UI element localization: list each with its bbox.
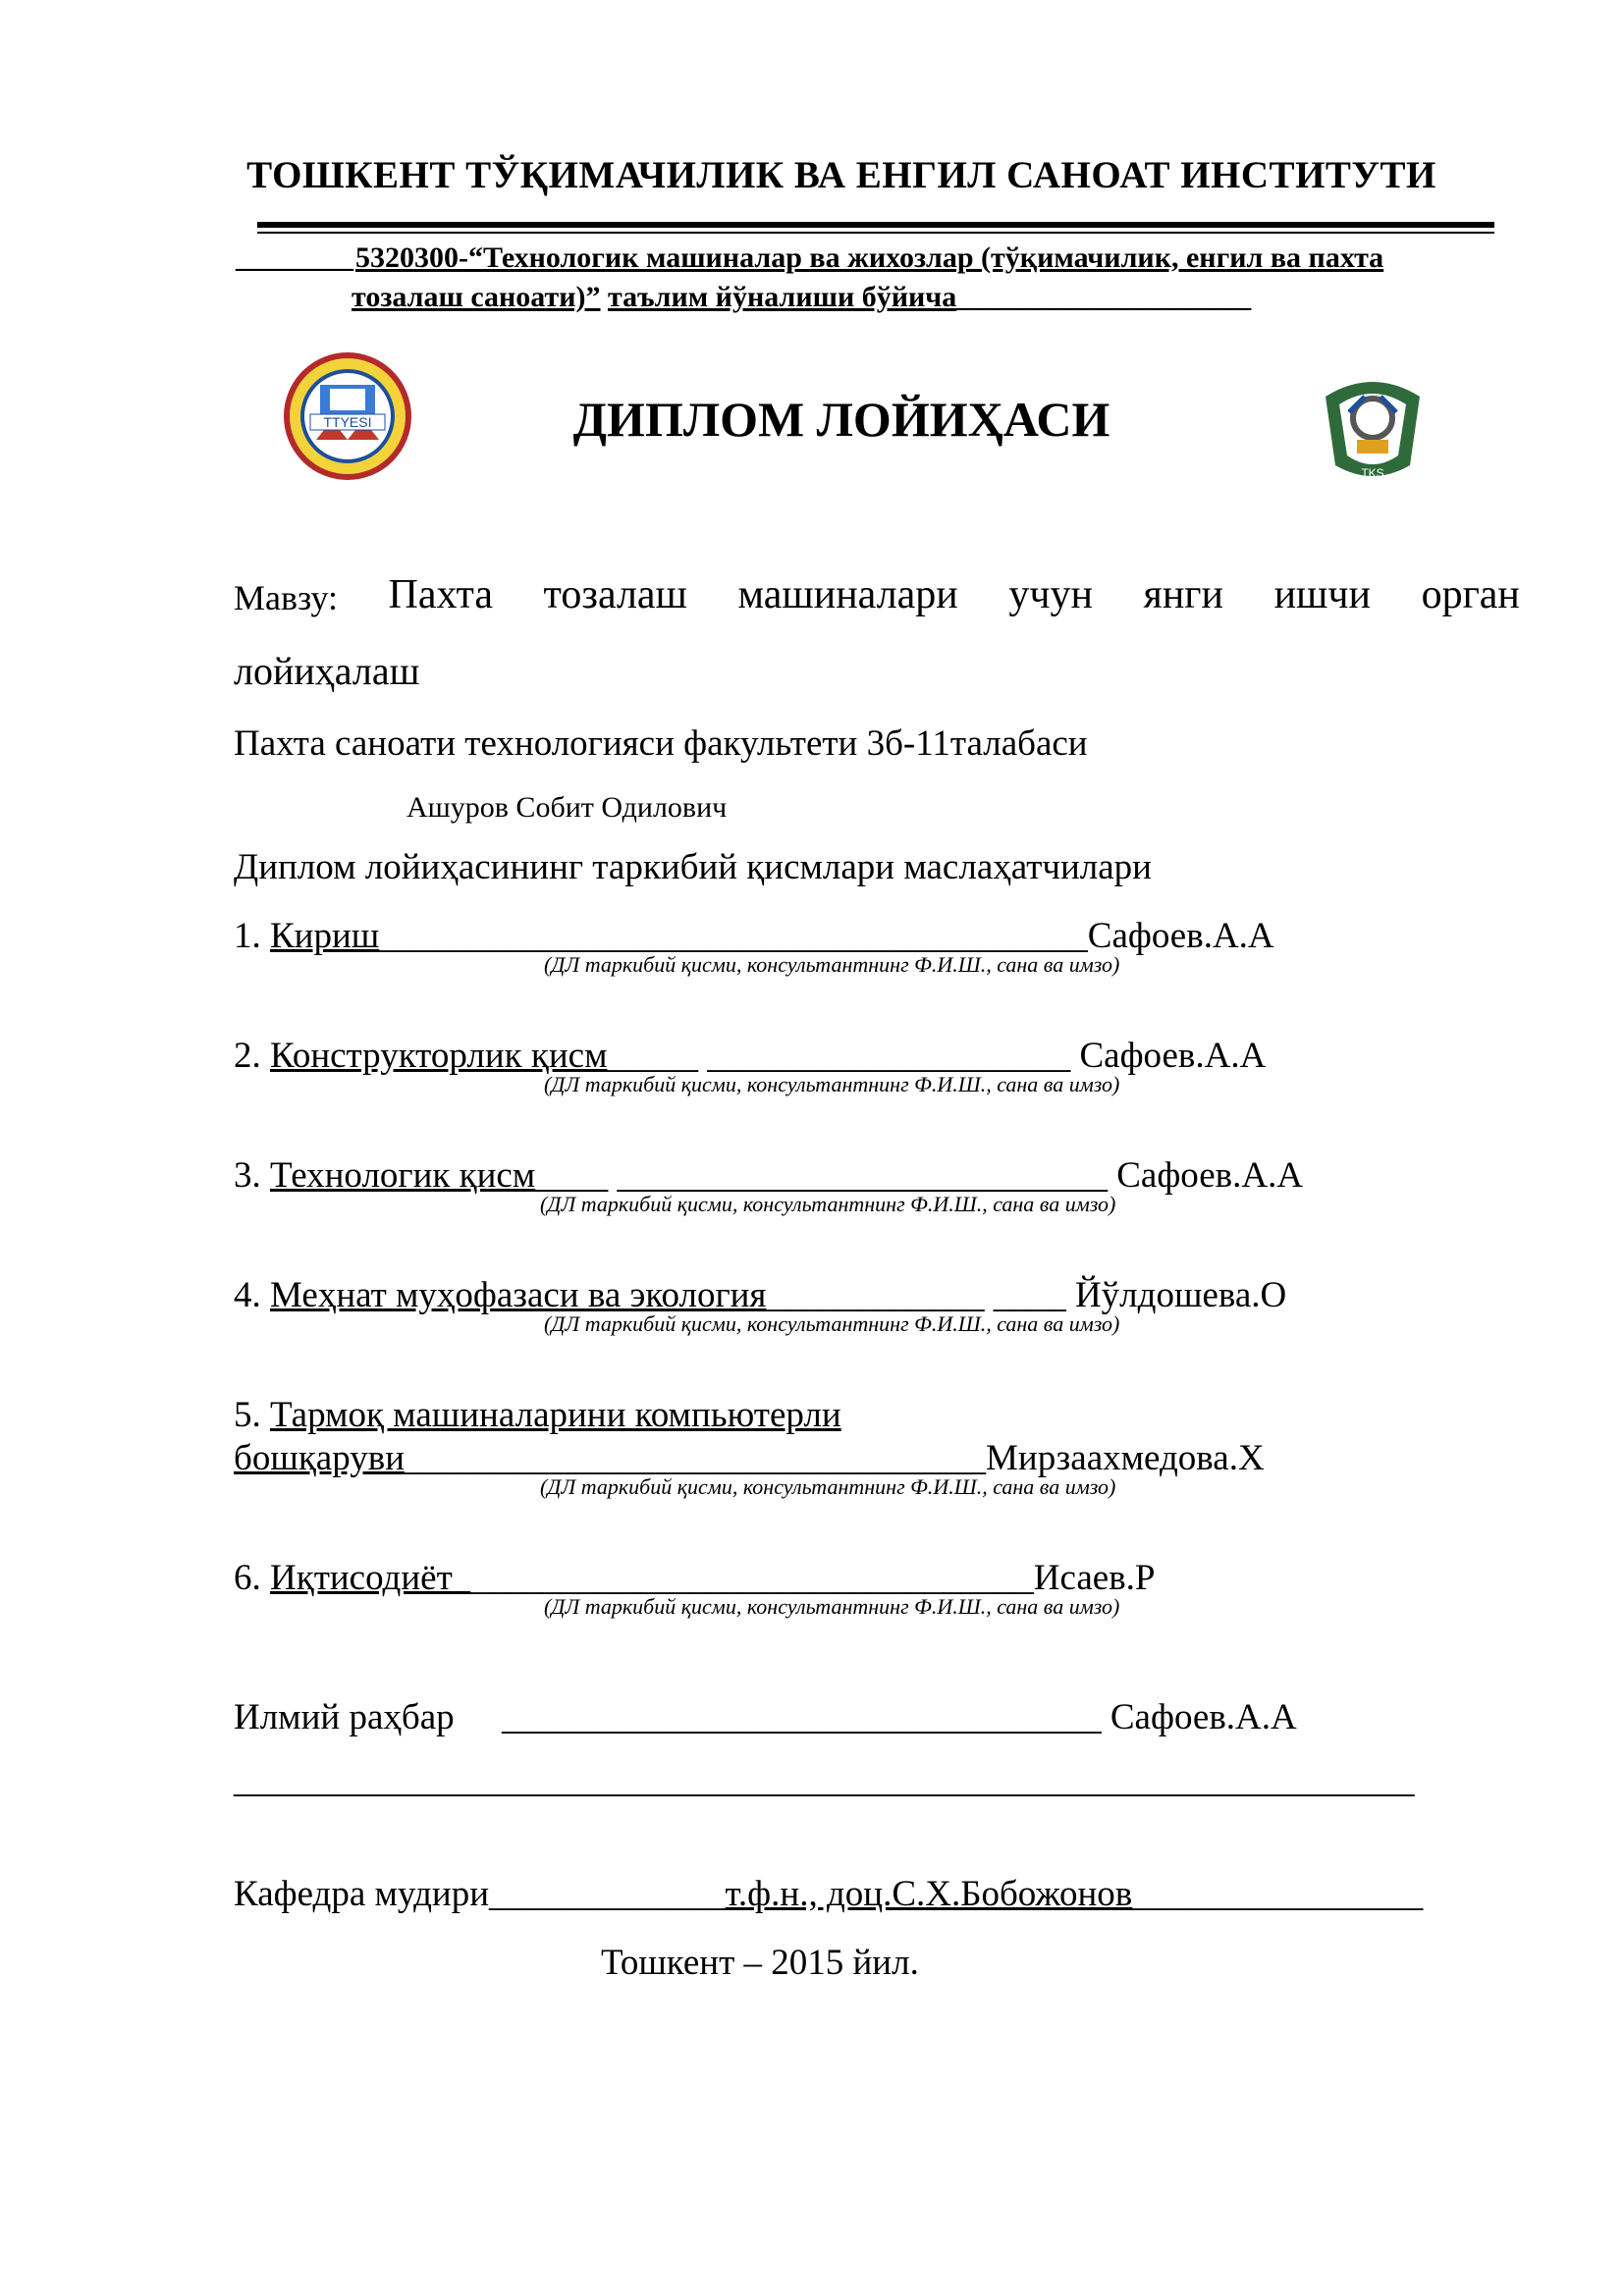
consultant-name: Мирзаахмедова.Х	[986, 1438, 1265, 1478]
double-rule-thin	[257, 232, 1494, 234]
section-title: Меҳнат муҳофазаси ва экология	[270, 1275, 767, 1315]
section-hint: (ДЛ таркибий қисми, консультантнинг Ф.И.Ш., сана ва имзо)	[544, 1311, 1120, 1336]
section-title: Конструкторлик қисм	[270, 1036, 608, 1076]
topic-word: Пахта	[388, 572, 493, 617]
signature-line: ________________	[1132, 1874, 1424, 1914]
section-hint: (ДЛ таркибий қисми, консультантнинг Ф.И.Ш., сана ва имзо)	[544, 952, 1120, 977]
section-row	[234, 1394, 841, 1436]
specialty-line-2	[352, 279, 1251, 316]
section-number: 5.	[234, 1395, 261, 1435]
section-row	[234, 1035, 1266, 1077]
section-number: 2.	[234, 1036, 261, 1076]
section-number: 6.	[234, 1558, 261, 1598]
topic-word: янги	[1143, 572, 1224, 617]
specialty-prefix: ________	[236, 241, 353, 274]
section-hint: (ДЛ таркибий қисми, консультантнинг Ф.И.Ш., сана ва имзо)	[540, 1192, 1116, 1216]
section-row	[234, 1557, 1156, 1599]
section-title: Тармоқ машиналарини компьютерли	[270, 1395, 841, 1435]
supervisor-name: Сафоев.А.А	[1110, 1697, 1297, 1737]
city-year: Тошкент – 2015 йил.	[601, 1943, 919, 1983]
long-rule: _________________________________________________________________	[234, 1760, 1415, 1800]
emblem-logo-right	[1306, 357, 1439, 491]
section-row-continued	[234, 1437, 1265, 1479]
section-title: бошқаруви	[234, 1438, 405, 1478]
head-of-department-row	[234, 1873, 1423, 1915]
consultants-heading: Диплом лойиҳасининг таркибий қисмлари маслаҳатчилари	[234, 847, 1152, 887]
topic-word: ишчи	[1273, 572, 1371, 617]
topic-line-2: лойиҳалаш	[234, 649, 420, 693]
signature-line: ________________________________	[405, 1438, 986, 1478]
specialty-text-2a: тозалаш саноати)”	[352, 281, 601, 313]
institute-title: ТОШКЕНТ ТЎҚИМАЧИЛИК ВА ЕНГИЛ САНОАТ ИНСТИТУТИ	[246, 154, 1436, 196]
topic-word: учун	[1008, 572, 1093, 617]
consultant-name: Сафоев.А.А	[1079, 1036, 1267, 1076]
topic-word: тозалаш	[543, 572, 687, 617]
signature-line: _______________________________________	[379, 916, 1088, 956]
section-hint: (ДЛ таркибий қисми, консультантнинг Ф.И.Ш., сана ва имзо)	[544, 1594, 1120, 1619]
document-title: ДИПЛОМ ЛОЙИҲАСИ	[572, 392, 1110, 447]
signature-line: _______________________________	[470, 1558, 1034, 1598]
specialty-text-2b: таълим йўналиши бўйича	[608, 281, 957, 313]
section-row	[234, 915, 1274, 957]
section-hint: (ДЛ таркибий қисми, консультантнинг Ф.И.Ш., сана ва имзо)	[544, 1072, 1120, 1096]
topic-word: орган	[1421, 572, 1520, 617]
supervisor-row	[234, 1696, 1297, 1738]
consultant-name: Сафоев.А.А	[1087, 916, 1274, 956]
specialty-text-1: 5320300-“Технологик машиналар ва жихозлар (тўқимачилик, енгил ва пахта	[355, 241, 1384, 274]
specialty-fill: ____________________	[956, 281, 1252, 313]
section-number: 1.	[234, 916, 261, 956]
supervisor-label: Илмий раҳбар	[234, 1697, 455, 1737]
student-name: Ашуров Собит Одилович	[406, 791, 728, 824]
section-title: Технологик қисм	[270, 1155, 536, 1196]
consultant-name: Йўлдошева.О	[1074, 1275, 1287, 1315]
head-name: т.ф.н., доц.С.Х.Бобожонов	[725, 1874, 1133, 1914]
right-logo-text: TKS	[1361, 466, 1384, 480]
signature-line: _________________________________	[502, 1697, 1102, 1737]
section-number: 4.	[234, 1275, 261, 1315]
consultant-name: Сафоев.А.А	[1116, 1155, 1304, 1196]
topic-label: Мавзу:	[234, 578, 338, 617]
signature-line: ____ ___________________________	[535, 1155, 1108, 1196]
topic-word: машиналари	[737, 572, 958, 617]
specialty-line-1	[236, 240, 1383, 277]
double-rule-thick	[257, 222, 1494, 228]
signature-line: ____________ ____	[766, 1275, 1066, 1315]
signature-line: _____ ____________________	[607, 1036, 1071, 1076]
consultant-name: Исаев.Р	[1033, 1558, 1156, 1598]
faculty-line: Пахта саноати технологияси факультети 3б-11талабаси	[234, 723, 1088, 764]
section-title: Иқтисодиёт_	[270, 1558, 471, 1598]
section-row	[234, 1274, 1286, 1316]
signature-line: _____________	[489, 1874, 726, 1914]
left-logo-text: TTYESI	[323, 414, 372, 430]
head-label: Кафедра мудири	[234, 1874, 490, 1914]
topic-line-1	[234, 571, 1520, 618]
section-title: Кириш	[270, 916, 380, 956]
section-number: 3.	[234, 1155, 261, 1196]
section-row	[234, 1154, 1303, 1197]
section-hint: (ДЛ таркибий қисми, консультантнинг Ф.И.Ш., сана ва имзо)	[540, 1474, 1116, 1499]
